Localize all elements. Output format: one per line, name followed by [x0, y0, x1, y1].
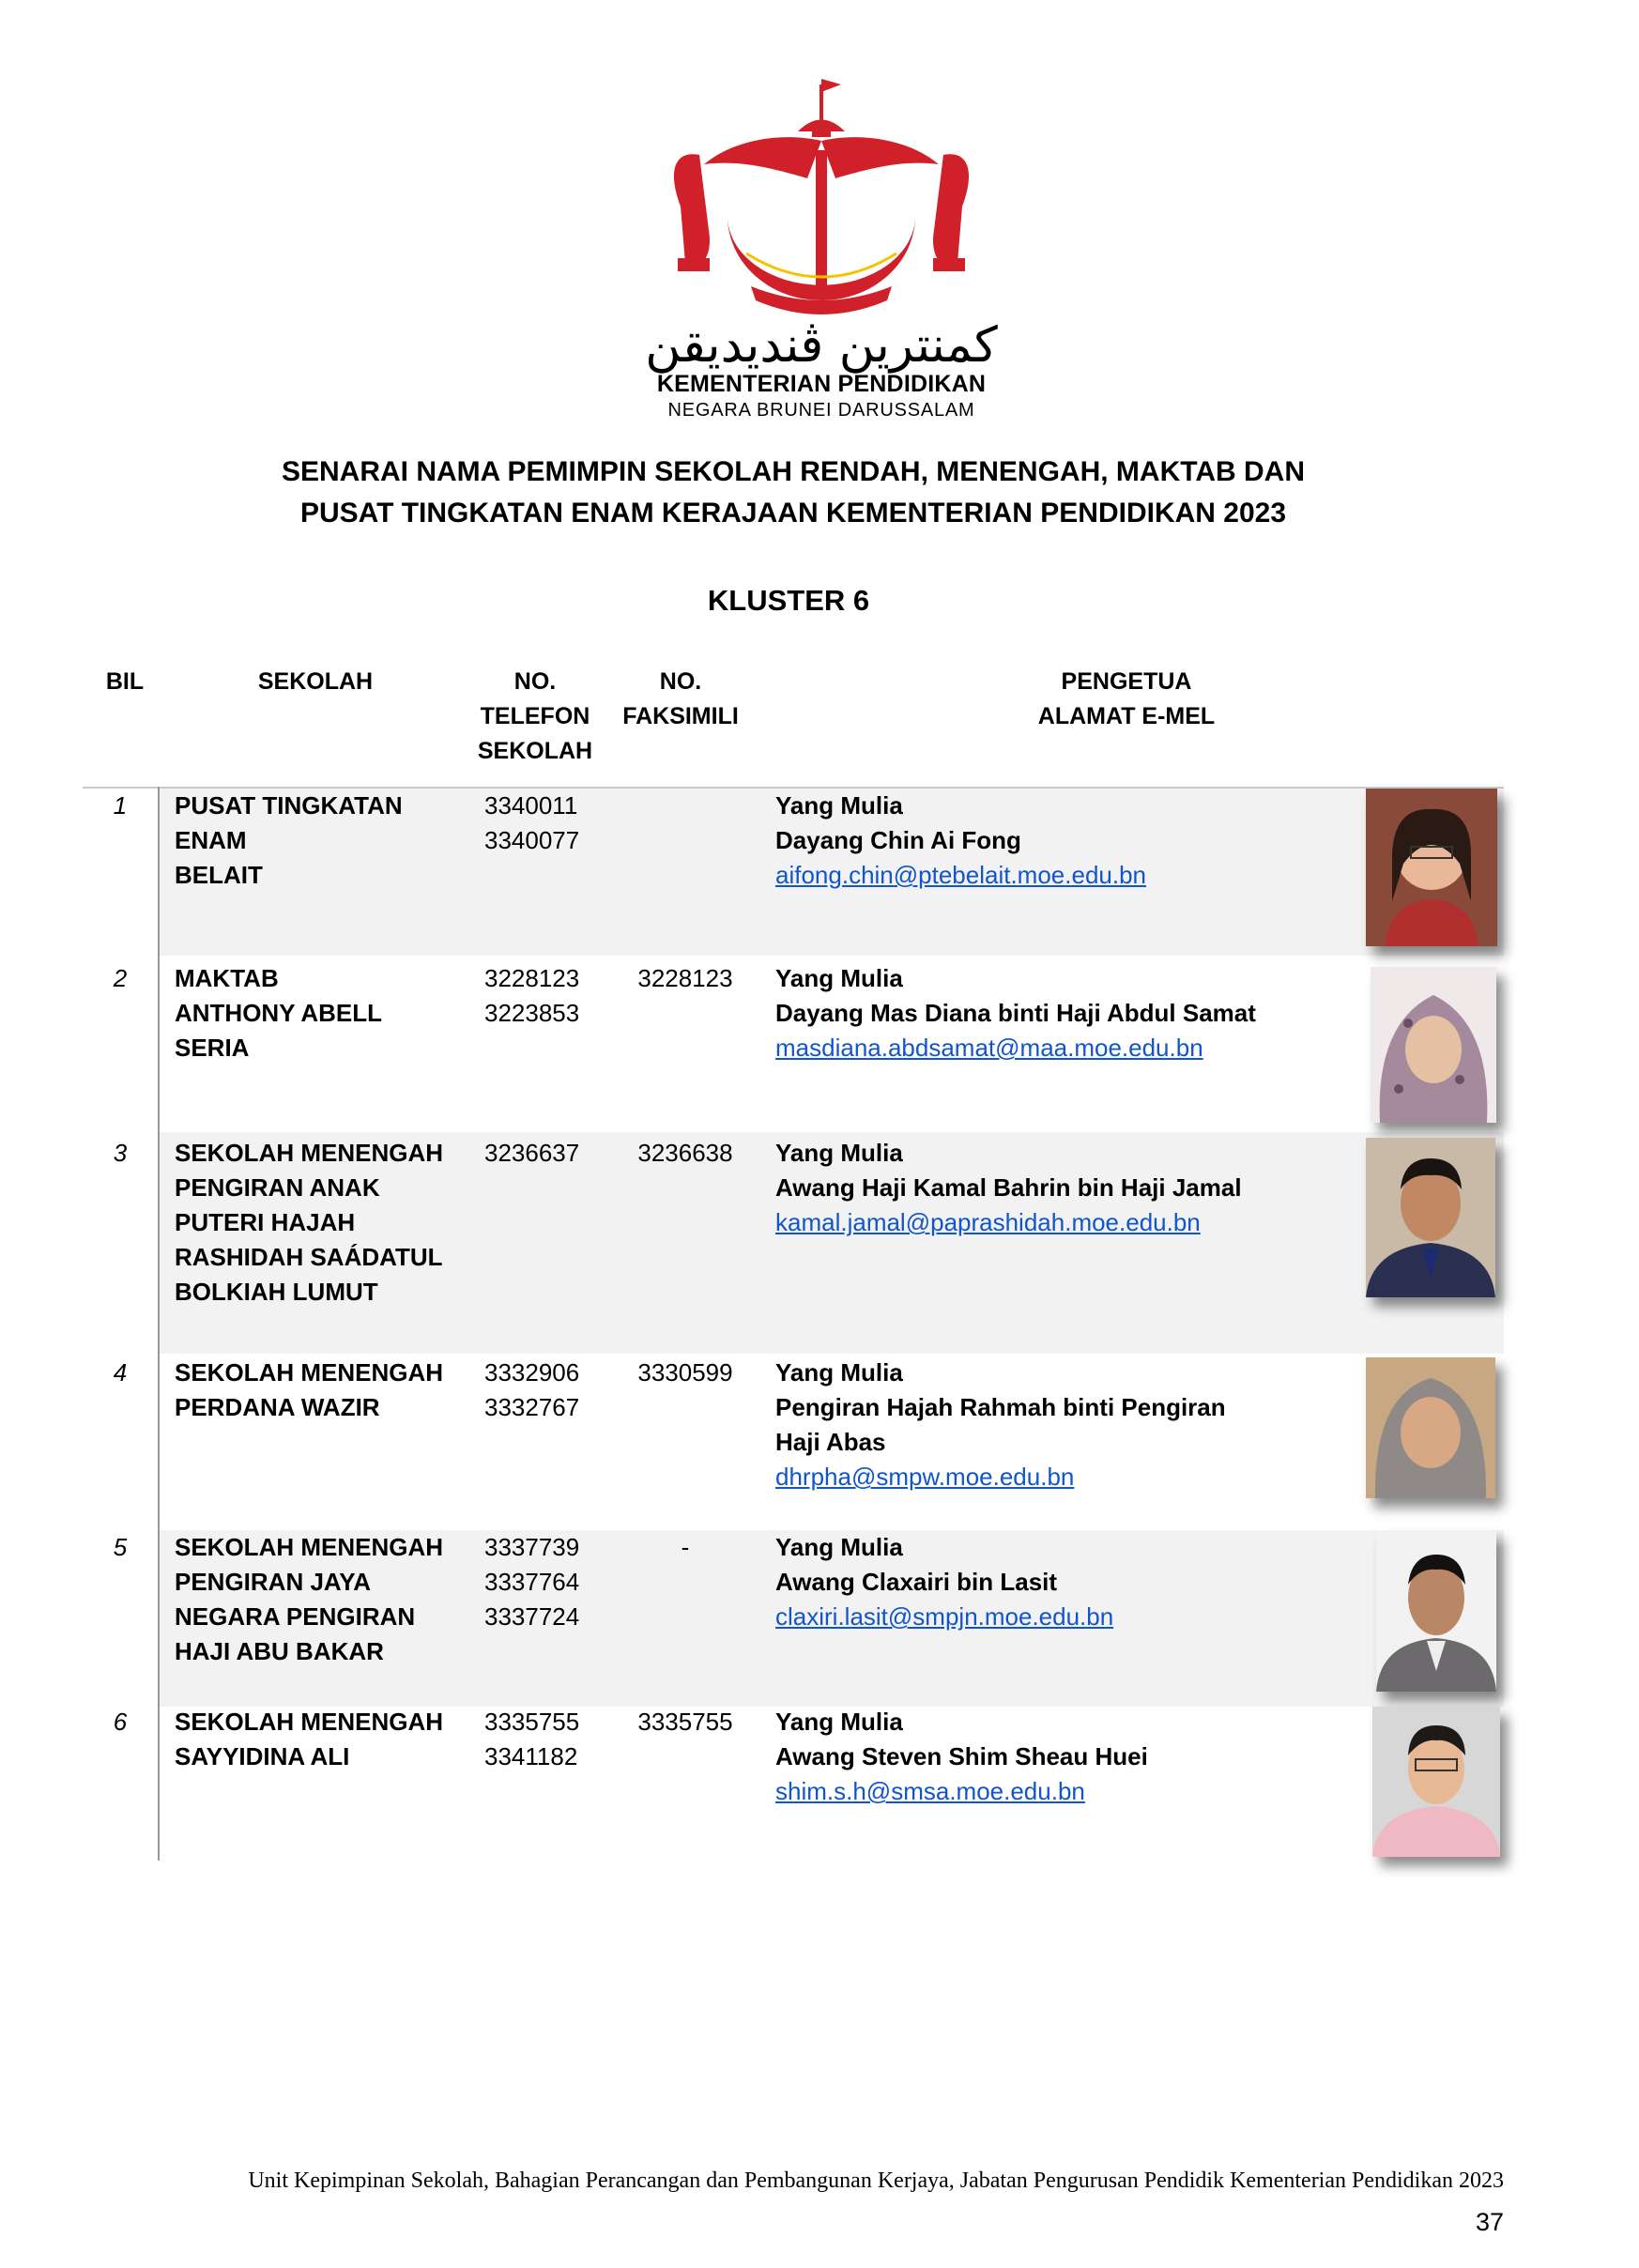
phone-numbers: 3337739 3337764 3337724 — [484, 1533, 580, 1631]
principal-photo — [1372, 1707, 1500, 1857]
fax-number: 3330599 — [637, 1358, 733, 1387]
row-number: 1 — [113, 791, 128, 820]
fax-number: - — [681, 1533, 690, 1561]
page-number: 37 — [1475, 2208, 1504, 2236]
school-name: PUSAT TINGKATAN ENAM BELAIT — [175, 791, 403, 889]
page-title-line1: SENARAI NAMA PEMIMPIN SEKOLAH RENDAH, MENENGAH, MAKTAB DAN — [281, 456, 1305, 487]
principal-photo — [1371, 967, 1496, 1123]
school-name: SEKOLAH MENENGAH PERDANA WAZIR — [175, 1358, 444, 1421]
phone-numbers: 3228123 3223853 — [484, 964, 580, 1027]
principal-info: Yang Mulia Dayang Chin Ai Fong aifong.chin@ptebelait.moe.edu.bn — [775, 791, 1147, 889]
school-name: MAKTAB ANTHONY ABELL SERIA — [175, 964, 382, 1062]
principal-photo — [1376, 1530, 1496, 1692]
row-number: 5 — [113, 1533, 128, 1561]
principal-photo — [1366, 1357, 1495, 1498]
fax-number: 3236638 — [637, 1139, 733, 1167]
phone-numbers: 3236637 — [484, 1139, 580, 1167]
email-link[interactable]: shim.s.h@smsa.moe.edu.bn — [775, 1777, 1085, 1805]
col-header-pengetua: PENGETUA ALAMAT E-MEL — [1037, 668, 1216, 729]
principal-info: Yang Mulia Dayang Mas Diana binti Haji Abdul Samat masdiana.abdsamat@maa.moe.edu.bn — [775, 964, 1256, 1062]
phone-numbers: 3335755 3341182 — [484, 1708, 580, 1770]
col-header-faksimili: NO. FAKSIMILI — [622, 668, 739, 729]
row-number: 6 — [113, 1708, 128, 1736]
row-number: 3 — [113, 1139, 128, 1167]
email-link[interactable]: dhrpha@smpw.moe.edu.bn — [775, 1463, 1075, 1491]
school-name: SEKOLAH MENENGAH PENGIRAN ANAK PUTERI HAJAH RASHIDAH SAÁDATUL BOLKIAH LUMUT — [175, 1139, 444, 1306]
principal-photo — [1366, 1138, 1495, 1297]
fax-number: 3228123 — [637, 964, 733, 992]
email-link[interactable]: claxiri.lasit@smpjn.moe.edu.bn — [775, 1602, 1114, 1631]
ministry-name: KEMENTERIAN PENDIDIKAN — [656, 371, 987, 397]
principal-info: Yang Mulia Awang Steven Shim Sheau Huei shim.s.h@smsa.moe.edu.bn — [775, 1708, 1148, 1805]
page-footer: Unit Kepimpinan Sekolah, Bahagian Perancangan dan Pembangunan Kerjaya, Jabatan Pengurusan Pendidik Kementerian Pendidikan 2023 — [248, 2168, 1504, 2193]
col-header-bil: BIL — [105, 668, 145, 695]
row-number: 2 — [113, 964, 128, 992]
school-name: SEKOLAH MENENGAH SAYYIDINA ALI — [175, 1708, 444, 1770]
phone-numbers: 3340011 3340077 — [484, 791, 580, 854]
row-number: 4 — [113, 1358, 128, 1387]
email-link[interactable]: kamal.jamal@paprashidah.moe.edu.bn — [775, 1208, 1201, 1236]
email-link[interactable]: masdiana.abdsamat@maa.moe.edu.bn — [775, 1034, 1203, 1062]
col-header-sekolah: SEKOLAH — [257, 668, 374, 695]
cluster-heading: KLUSTER 6 — [707, 584, 870, 617]
svg-text:كمنترين ڤنديديقن: كمنترين ڤنديديقن — [645, 317, 998, 374]
ministry-country: NEGARA BRUNEI DARUSSALAM — [667, 400, 975, 421]
page-title-line2: PUSAT TINGKATAN ENAM KERAJAAN KEMENTERIAN PENDIDIKAN 2023 — [299, 498, 1287, 529]
col-header-telefon: NO. TELEFON SEKOLAH — [477, 668, 593, 764]
email-link[interactable]: aifong.chin@ptebelait.moe.edu.bn — [775, 861, 1147, 889]
principal-info: Yang Mulia Pengiran Hajah Rahmah binti Pengiran Haji Abas dhrpha@smpw.moe.edu.bn — [775, 1358, 1226, 1491]
fax-number: 3335755 — [637, 1708, 733, 1736]
principal-info: Yang Mulia Awang Claxairi bin Lasit claxiri.lasit@smpjn.moe.edu.bn — [775, 1533, 1114, 1631]
phone-numbers: 3332906 3332767 — [484, 1358, 580, 1421]
school-name: SEKOLAH MENENGAH PENGIRAN JAYA NEGARA PENGIRAN HAJI ABU BAKAR — [175, 1533, 444, 1665]
principal-photo — [1366, 789, 1497, 946]
principal-info: Yang Mulia Awang Haji Kamal Bahrin bin Haji Jamal kamal.jamal@paprashidah.moe.edu.bn — [775, 1139, 1242, 1236]
